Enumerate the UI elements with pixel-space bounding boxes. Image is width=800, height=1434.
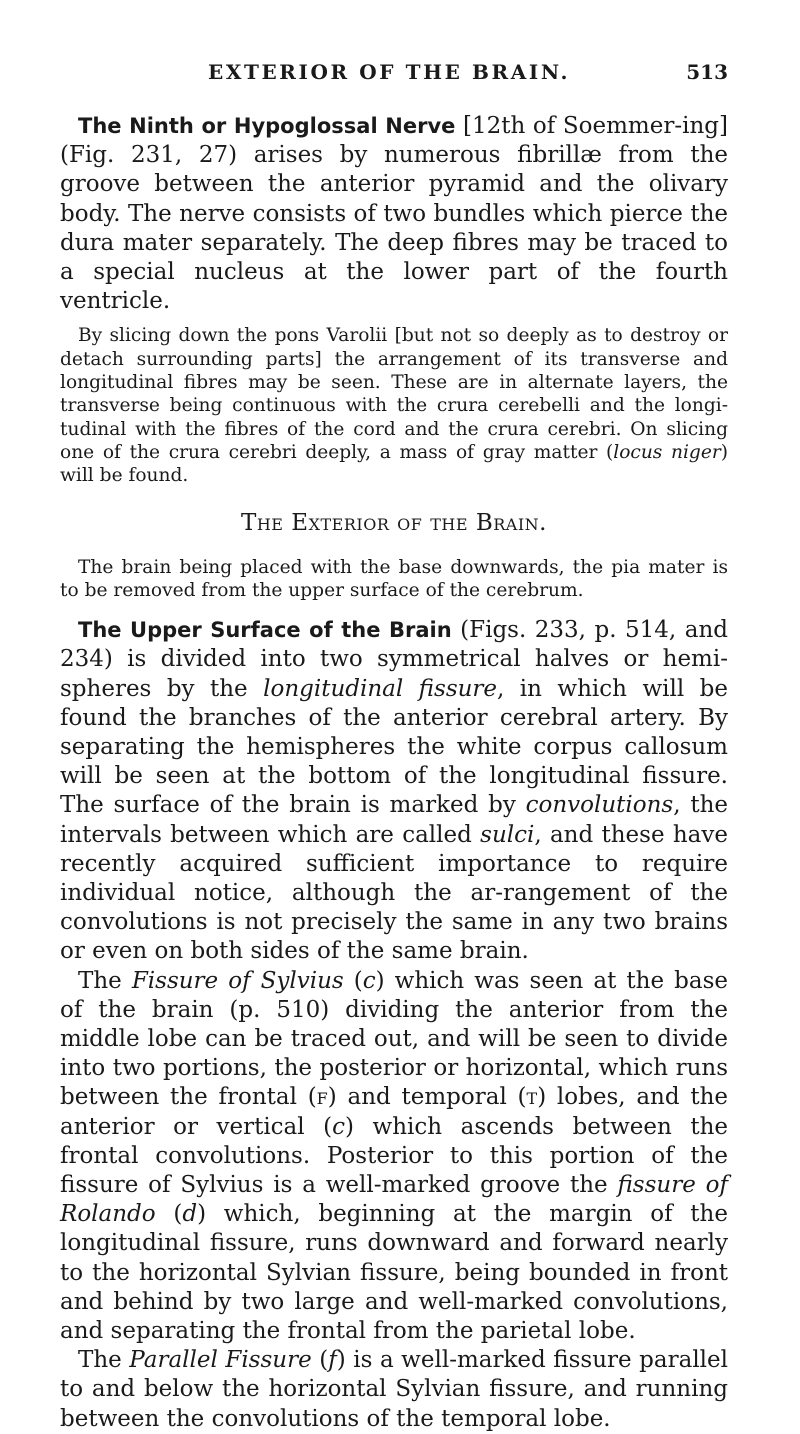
text-segment: ) which was seen at the base of the brain (p. 510) dividing the anterior from the middle lobe can be traced out, and will be seen to divide into two portions, the posterior or horizontal, which runs between the frontal ( (60, 967, 728, 1111)
text-segment: ) which ascends between the frontal convolutions. Posterior to this portion of the fissure of Sylvius is a well-marked groove the (60, 1113, 728, 1198)
small-caps-letter: t (526, 1084, 538, 1111)
run-in-heading-upper-surface: The Upper Surface of the Brain (78, 618, 452, 643)
italic-letter: c (332, 1113, 346, 1140)
text-segment: ( (155, 1201, 183, 1228)
paragraph-hypoglossal-nerve (60, 112, 728, 316)
text-segment: ) will be found. (60, 441, 728, 487)
paragraph-pons-dissection (60, 324, 728, 487)
book-page (60, 60, 728, 1434)
page-number: 513 (686, 60, 728, 84)
italic-letter: d (182, 1201, 198, 1228)
small-caps-letter: f (316, 1084, 328, 1111)
italic-term: longitudinal fissure (263, 675, 498, 702)
text-segment: ) is a well-marked fissure parallel to and below the horizontal Sylvian fissure, and running between the convolutions of the temporal lobe. (60, 1347, 728, 1432)
text-segment: ) lobes, and the anterior or vertical ( (60, 1084, 728, 1140)
text-segment: , the intervals between which are called (60, 792, 728, 848)
run-in-heading-hypoglossal: The Ninth or Hypoglossal Nerve (78, 114, 456, 138)
paragraph-parallel-fissure (60, 1346, 728, 1434)
italic-term: convolutions (525, 792, 674, 819)
text-segment: [12th of Soemmer-ing] (Fig. 231, 27) arises by numerous fibrillæ from the groove between the anterior pyramid and the olivary body. The nerve consists of two bundles which pierce the dura mater separately. The deep fibres may be traced to a special nucleus at the lower part of the fourth ventricle. (60, 113, 728, 315)
text-segment: ( (343, 967, 363, 994)
italic-letter: f (328, 1347, 337, 1374)
italic-term: Fissure of Sylvius (131, 967, 344, 994)
text-segment: The (78, 967, 132, 994)
text-segment: (Figs. 233, p. 514, and 234) is divided into two symmetrical halves or hemi-spheres by the (60, 617, 728, 702)
paragraph-brain-placement (60, 556, 728, 603)
text-segment: By slicing down the pons Varolii [but not so deeply as to destroy or detach surrounding parts] the arrangement of its transverse and longitudinal fibres may be seen. These are in alternate layers, the transverse being continuous with the crura cerebelli and the longi-tudinal with the fibres of the cord and the crura cerebri. On slicing one of the crura cerebri deeply, a mass of gray matter ( (60, 325, 728, 463)
text-segment: The (78, 1347, 130, 1374)
italic-term: sulci (480, 821, 535, 848)
text-segment: ) and temporal ( (327, 1084, 527, 1111)
text-segment: ( (311, 1347, 329, 1374)
italic-letter: c (362, 967, 376, 994)
text-segment: , and these have recently acquired sufficient importance to require individual notice, although the ar-rangement of the convolutions is not precisely the same in any two brains or even on both sides of the same brain. (60, 821, 728, 965)
italic-term: Parallel Fissure (129, 1347, 312, 1374)
running-title: EXTERIOR OF THE BRAIN. (208, 60, 571, 84)
section-heading: The Exterior of the Brain. (241, 509, 547, 536)
paragraph-fissure-of-sylvius (60, 967, 728, 1347)
text-segment: , in which will be found the branches of the anterior cerebral artery. By separating the hemispheres the white corpus callosum will be seen at the bottom of the longitudinal fissure. The surface of the brain is marked by (60, 675, 728, 819)
text-segment: The brain being placed with the base downwards, the pia mater is to be removed from the upper surface of the cerebrum. (60, 556, 728, 601)
italic-term: locus niger (613, 441, 721, 463)
italic-term: fissure of Rolando (60, 1171, 728, 1228)
text-segment: ) which, beginning at the margin of the longitudinal fissure, runs downward and forward nearly to the horizontal Sylvian fissure, being bounded in front and behind by two large and well-marked convolutions, and separating the frontal from the parietal lobe. (60, 1201, 728, 1344)
running-header (60, 60, 728, 94)
paragraph-upper-surface (60, 616, 728, 966)
